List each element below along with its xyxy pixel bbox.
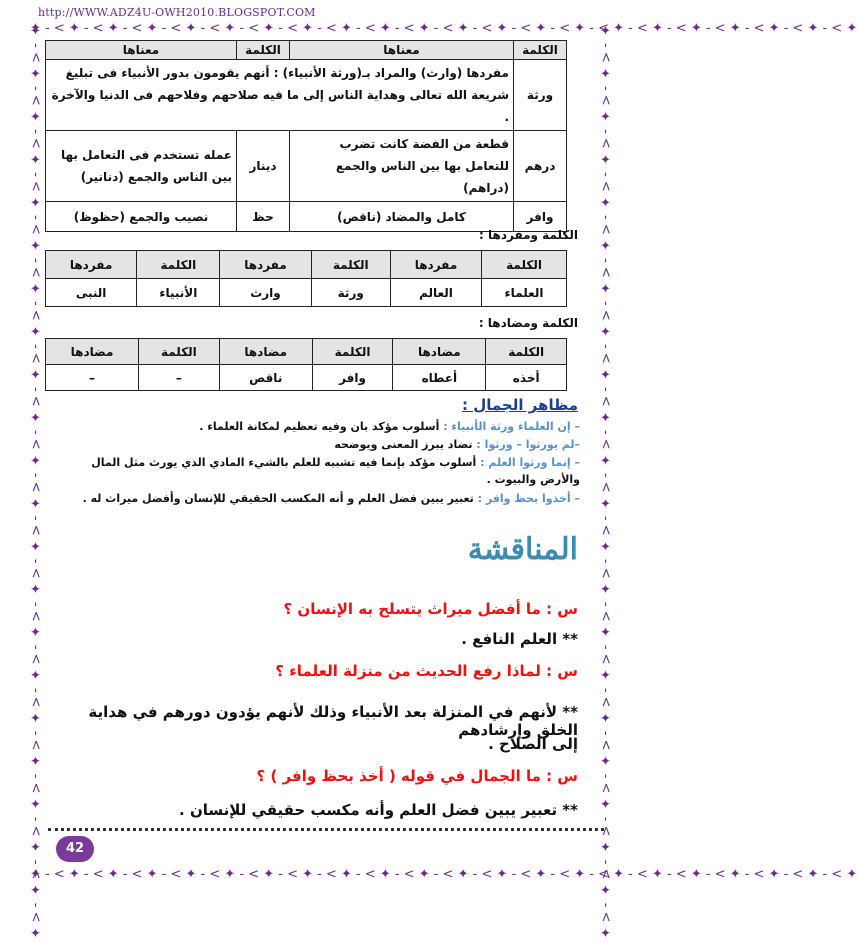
beauty-quote: – إن العلماء ورثة الأنبياء :: [443, 420, 580, 433]
singular-label: الكلمة ومفردها :: [479, 228, 578, 242]
decorative-border-bottom: ✦ - < ✦ - < ✦ - < ✦ - < ✦ - < ✦ - < ✦ - < ✦ - < ✦ - < ✦ - < ✦ - < ✦ - < ✦ - < ✦ - < ✦ - < ✦ - < ✦ - < ✦ - < ✦ - < ✦ - < ✦ - < ✦: [30, 867, 857, 882]
question: س : ما الجمال في قوله ( أخذ بحظ وافر ) ؟: [256, 767, 578, 785]
singular-cell: النبى: [46, 279, 137, 307]
header-meaning: معناها: [290, 41, 514, 60]
beauty-item: [48, 454, 580, 488]
beauty-title: مظاهر الجمال :: [462, 396, 578, 414]
dotted-divider: [48, 828, 604, 831]
beauty-text: أسلوب مؤكد بان وفيه تعظيم لمكانة العلماء .: [199, 420, 440, 433]
antonym-cell: –: [46, 365, 139, 391]
beauty-item: [48, 490, 580, 507]
question: س : ما أفضل ميراث يتسلح به الإنسان ؟: [283, 600, 578, 618]
decorative-border-right: ✦ - < ✦ - < ✦ - < ✦ - < ✦ - < ✦ - < ✦ - < ✦ - < ✦ - < ✦ - < ✦ - < ✦ - < ✦ - < ✦ - < ✦ - < ✦ - < ✦ - < ✦ - < ✦ - < ✦ - < ✦ - < ✦: [598, 24, 613, 942]
vocab-word: ورثة: [514, 60, 567, 131]
header-word: الكلمة: [514, 41, 567, 60]
header-word: الكلمة: [237, 41, 290, 60]
singular-header: الكلمة: [482, 251, 567, 279]
beauty-quote: – أخذوا بحظ وافر :: [477, 492, 580, 505]
answer: ** العلم النافع .: [461, 630, 578, 648]
singular-cell: وارث: [220, 279, 311, 307]
vocab-meaning: عمله تستخدم فى التعامل بها بين الناس والجمع (دنانير): [46, 131, 237, 202]
decorative-border-left: ✦ - < ✦ - < ✦ - < ✦ - < ✦ - < ✦ - < ✦ - < ✦ - < ✦ - < ✦ - < ✦ - < ✦ - < ✦ - < ✦ - < ✦ - < ✦ - < ✦ - < ✦ - < ✦ - < ✦ - < ✦ - < ✦: [28, 24, 43, 942]
singular-header: مفردها: [46, 251, 137, 279]
beauty-quote: – إنما ورثوا العلم :: [480, 456, 580, 469]
vocab-word: وافر: [514, 202, 567, 232]
singular-header: مفردها: [390, 251, 481, 279]
answer-continuation: إلى الصلاح .: [488, 735, 578, 753]
antonym-header: مضادها: [393, 339, 486, 365]
beauty-text: تعبير يبين فضل العلم و أنه المكسب الحقيقي للإنسان وأفضل ميراث له .: [82, 492, 474, 505]
antonym-header: مضادها: [46, 339, 139, 365]
decorative-border-top: ✦ - < ✦ - < ✦ - < ✦ - < ✦ - < ✦ - < ✦ - < ✦ - < ✦ - < ✦ - < ✦ - < ✦ - < ✦ - < ✦ - < ✦ - < ✦ - < ✦ - < ✦ - < ✦ - < ✦ - < ✦ - < ✦: [30, 21, 857, 36]
singular-cell: العلماء: [482, 279, 567, 307]
discussion-title: المناقشة: [467, 532, 578, 567]
antonym-header: مضادها: [219, 339, 312, 365]
antonym-cell: أخذه: [486, 365, 567, 391]
vocab-meaning: مفردها (وارث) والمراد بـ(ورثة الأنبياء) : أنهم يقومون بدور الأنبياء فى تبليغ شريعة الله تعالى وهداية الناس إلى ما فيه صلاحهم وفلاحهم فى الدنيا والآخرة .: [46, 60, 514, 131]
page-number-badge: 42: [56, 836, 94, 862]
vocab-meaning: نصيب والجمع (حظوظ): [46, 202, 237, 232]
vocab-meaning: قطعة من الفضة كانت تضرب للتعامل بها بين الناس والجمع (دراهم): [290, 131, 514, 202]
singular-table: [45, 250, 567, 307]
beauty-text: تضاد يبرز المعنى ويوضحه: [334, 438, 473, 451]
antonym-table: [45, 338, 567, 391]
beauty-quote: –لم يورثوا – ورثوا :: [476, 438, 580, 451]
singular-cell: العالم: [390, 279, 481, 307]
beauty-item: [48, 436, 580, 453]
singular-cell: الأنبياء: [137, 279, 220, 307]
antonym-cell: ناقص: [219, 365, 312, 391]
question: س : لماذا رفع الحديث من منزلة العلماء ؟: [275, 662, 578, 680]
singular-header: الكلمة: [137, 251, 220, 279]
singular-header: مفردها: [220, 251, 311, 279]
answer: ** لأنهم في المنزلة بعد الأنبياء وذلك لأنهم يؤدون دورهم في هداية الخلق وإرشادهم: [88, 703, 578, 739]
header-url[interactable]: http://WWW.ADZ4U-OWH2010.BLOGSPOT.COM: [38, 6, 316, 19]
vocab-word: درهم: [514, 131, 567, 202]
singular-header: الكلمة: [311, 251, 390, 279]
antonym-cell: أعطاه: [393, 365, 486, 391]
vocabulary-table: [45, 40, 567, 232]
antonym-cell: وافر: [312, 365, 393, 391]
vocab-meaning: كامل والمضاد (ناقص): [290, 202, 514, 232]
antonym-header: الكلمة: [486, 339, 567, 365]
antonym-label: الكلمة ومضادها :: [478, 316, 578, 330]
antonym-header: الكلمة: [139, 339, 220, 365]
singular-cell: ورثة: [311, 279, 390, 307]
antonym-header: الكلمة: [312, 339, 393, 365]
answer: ** تعبير يبين فضل العلم وأنه مكسب حقيقي للإنسان .: [179, 801, 578, 819]
header-meaning: معناها: [46, 41, 237, 60]
beauty-item: [48, 418, 580, 435]
vocab-word: حظ: [237, 202, 290, 232]
antonym-cell: –: [139, 365, 220, 391]
beauty-text: أسلوب مؤكد بإنما فيه تشبيه للعلم بالشيء المادي الذي يورث مثل المال والأرض والبيوت .: [91, 456, 580, 486]
vocab-word: دينار: [237, 131, 290, 202]
